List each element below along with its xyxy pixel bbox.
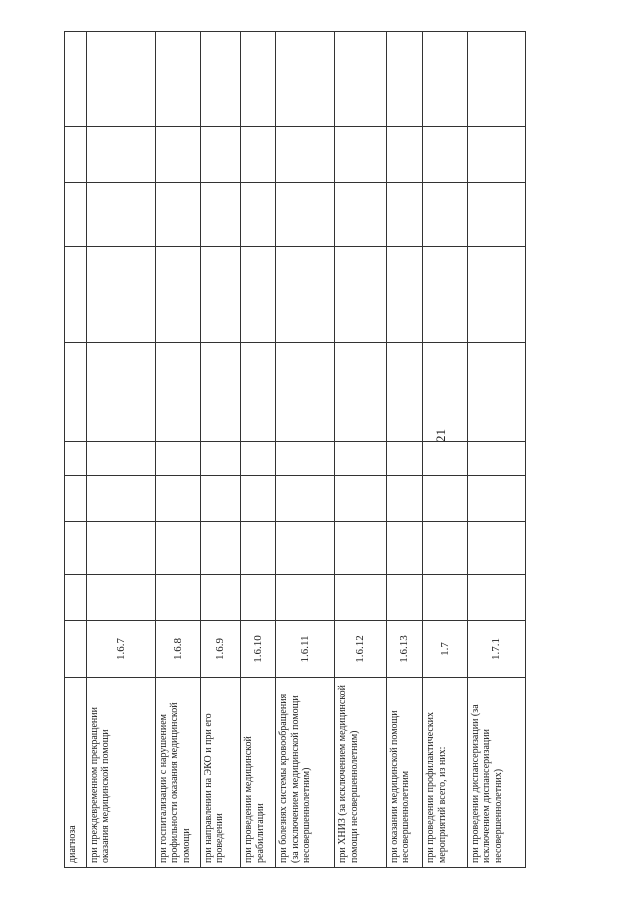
empty-cell <box>386 476 422 522</box>
empty-cell <box>467 575 525 621</box>
empty-cell <box>335 476 386 522</box>
empty-cell <box>276 32 335 127</box>
empty-cell <box>276 442 335 476</box>
empty-cell <box>86 343 155 442</box>
empty-cell <box>65 32 87 127</box>
empty-cell <box>467 442 525 476</box>
table-row <box>155 32 200 868</box>
row-number: 1.6.10 <box>241 621 276 678</box>
row-label: при оказании медицинской помощи несовершеннолетним <box>386 678 422 868</box>
empty-cell <box>386 442 422 476</box>
empty-cell <box>467 247 525 343</box>
empty-cell <box>467 127 525 183</box>
empty-cell <box>200 442 241 476</box>
table-row <box>200 32 241 868</box>
empty-cell <box>200 476 241 522</box>
empty-cell <box>65 183 87 247</box>
empty-cell <box>155 522 200 575</box>
empty-cell <box>65 127 87 183</box>
empty-cell <box>276 127 335 183</box>
empty-cell <box>155 343 200 442</box>
empty-cell <box>241 476 276 522</box>
empty-cell <box>65 476 87 522</box>
data-table <box>64 31 526 868</box>
empty-cell <box>423 442 468 476</box>
empty-cell <box>276 343 335 442</box>
empty-cell <box>200 127 241 183</box>
empty-cell <box>241 183 276 247</box>
empty-cell <box>386 183 422 247</box>
row-number: 1.6.11 <box>276 621 335 678</box>
empty-cell <box>423 183 468 247</box>
empty-cell <box>155 442 200 476</box>
row-number: 1.6.13 <box>386 621 422 678</box>
empty-cell <box>335 247 386 343</box>
row-label: при направлении на ЭКО и при его проведении <box>200 678 241 868</box>
table-row <box>386 32 422 868</box>
row-label: при проведении медицинской реабилитации <box>241 678 276 868</box>
empty-cell <box>335 343 386 442</box>
empty-cell <box>386 522 422 575</box>
empty-cell <box>86 522 155 575</box>
empty-cell <box>86 247 155 343</box>
empty-cell <box>423 127 468 183</box>
empty-cell <box>86 183 155 247</box>
empty-cell <box>200 522 241 575</box>
empty-cell <box>423 32 468 127</box>
empty-cell <box>276 522 335 575</box>
empty-cell <box>155 32 200 127</box>
empty-cell <box>467 183 525 247</box>
empty-cell <box>423 522 468 575</box>
table-row <box>65 32 87 868</box>
empty-cell <box>423 575 468 621</box>
empty-cell <box>241 247 276 343</box>
table-container <box>64 32 526 868</box>
empty-cell <box>155 476 200 522</box>
empty-cell <box>65 343 87 442</box>
empty-cell <box>386 32 422 127</box>
empty-cell <box>335 575 386 621</box>
empty-cell <box>200 32 241 127</box>
empty-cell <box>467 476 525 522</box>
empty-cell <box>241 575 276 621</box>
empty-cell <box>276 247 335 343</box>
empty-cell <box>335 183 386 247</box>
empty-cell <box>65 442 87 476</box>
empty-cell <box>86 32 155 127</box>
empty-cell <box>467 522 525 575</box>
empty-cell <box>467 32 525 127</box>
row-label: при проведении диспансеризации (за исключением диспансеризации несовершеннолетних) <box>467 678 525 868</box>
empty-cell <box>276 183 335 247</box>
empty-cell <box>335 522 386 575</box>
empty-cell <box>155 247 200 343</box>
empty-cell <box>155 127 200 183</box>
table-row <box>423 32 468 868</box>
empty-cell <box>423 343 468 442</box>
empty-cell <box>65 522 87 575</box>
row-number: 1.6.8 <box>155 621 200 678</box>
row-label: при болезнях системы кровообращения (за исключением медицинской помощи несовершеннолетним) <box>276 678 335 868</box>
row-label: при преждевременном прекращении оказания медицинской помощи <box>86 678 155 868</box>
empty-cell <box>200 575 241 621</box>
row-label: диагноза <box>65 678 87 868</box>
row-label: при госпитализации с нарушением профильности оказания медицинской помощи <box>155 678 200 868</box>
empty-cell <box>200 247 241 343</box>
table-row <box>276 32 335 868</box>
empty-cell <box>86 442 155 476</box>
empty-cell <box>423 476 468 522</box>
table-row <box>241 32 276 868</box>
table-row <box>86 32 155 868</box>
empty-cell <box>155 575 200 621</box>
empty-cell <box>335 127 386 183</box>
row-label: при ХНИЗ (за исключением медицинской помощи несовершеннолетним) <box>335 678 386 868</box>
row-number: 1.7 <box>423 621 468 678</box>
empty-cell <box>423 247 468 343</box>
empty-cell <box>241 343 276 442</box>
empty-cell <box>86 476 155 522</box>
empty-cell <box>155 183 200 247</box>
empty-cell <box>276 476 335 522</box>
empty-cell <box>335 442 386 476</box>
row-number: 1.6.9 <box>200 621 241 678</box>
empty-cell <box>386 343 422 442</box>
table-row <box>467 32 525 868</box>
empty-cell <box>386 247 422 343</box>
empty-cell <box>65 247 87 343</box>
empty-cell <box>241 32 276 127</box>
empty-cell <box>200 183 241 247</box>
empty-cell <box>86 127 155 183</box>
empty-cell <box>65 575 87 621</box>
empty-cell <box>241 522 276 575</box>
row-label: при проведении профилактических мероприятий всего, из них: <box>423 678 468 868</box>
empty-cell <box>241 127 276 183</box>
empty-cell <box>86 575 155 621</box>
empty-cell <box>276 575 335 621</box>
empty-cell <box>386 127 422 183</box>
row-number: 1.7.1 <box>467 621 525 678</box>
row-number: 1.6.7 <box>86 621 155 678</box>
empty-cell <box>386 575 422 621</box>
empty-cell <box>335 32 386 127</box>
empty-cell <box>200 343 241 442</box>
empty-cell <box>241 442 276 476</box>
page-number: 21 <box>433 429 448 442</box>
row-number <box>65 621 87 678</box>
row-number: 1.6.12 <box>335 621 386 678</box>
empty-cell <box>467 343 525 442</box>
table-row <box>335 32 386 868</box>
